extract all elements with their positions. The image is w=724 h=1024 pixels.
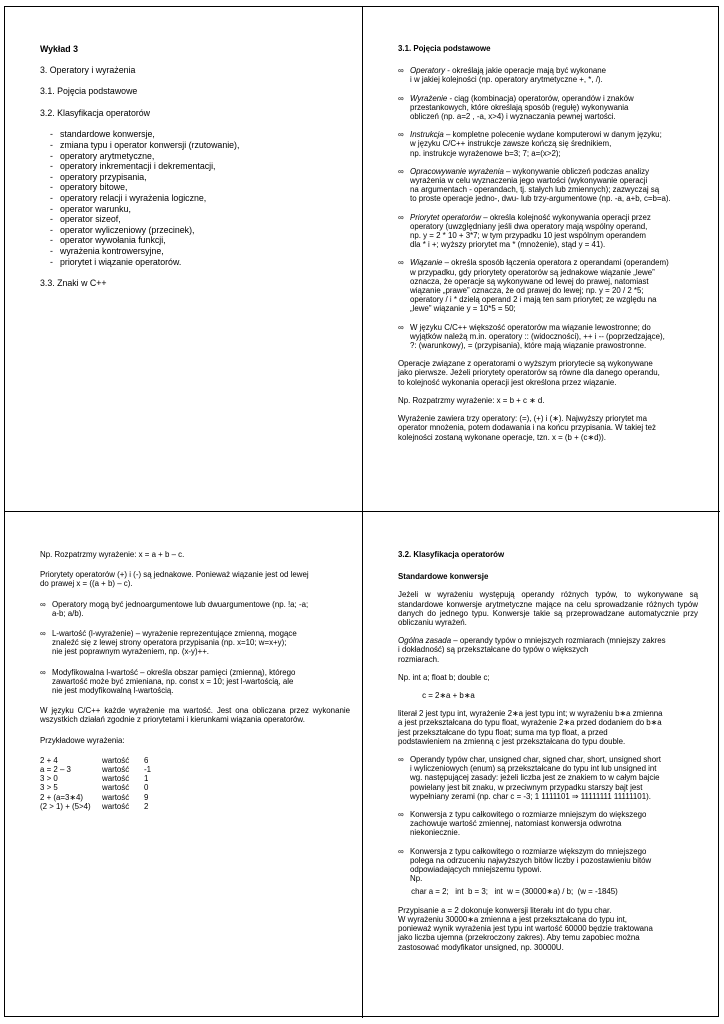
infinity-bullet-icon: ∞	[40, 599, 46, 609]
infinity-bullet-icon: ∞	[398, 258, 404, 268]
section-line: 3.3. Znaki w C++	[40, 278, 107, 289]
list-item: - operatory relacji i wyrażenia logiczne,	[60, 193, 350, 204]
example-row: 2 + (a=3∗4) wartość 9	[40, 792, 149, 802]
example-row: 2 + 4 wartość 6	[40, 755, 149, 765]
bullet-item: ∞ Konwersja z typu całkowitego o rozmiarze mniejszym do większego zachowuje wartość zmiennej, natomiast konwersja odwrotna niekoniecznie.	[398, 810, 647, 838]
list-item: - operator warunku,	[60, 204, 350, 215]
bullet-item: ∞ Operandy typów char, unsigned char, signed char, short, unsigned short i wyliczeniowych (enum) są przekształcane do typu int lub unsigned int wg. następującej zasady: jeżeli liczba jest ze znakiem to w całym bajcie powielany jest bit znaku, w przeciwnym przypadku starszy bajt jest wypełniany zerami (np. char c = -3; 1 1111101 ⇒ 11111111 11111101).	[398, 755, 661, 801]
infinity-bullet-icon: ∞	[40, 667, 46, 677]
bullet-item: ∞ Operatory mogą być jednoargumentowe lub dwuargumentowe (np. !a; -a; a-b; a/b).	[40, 599, 309, 618]
section-line: 3.1. Pojęcia podstawowe	[40, 86, 138, 97]
infinity-bullet-icon: ∞	[398, 755, 404, 765]
paragraph: Operacje związane z operatorami o wyższym priorytecie są wykonywane jako pierwsze. Jeżeli priorytety operatorów są równe dla danego operandu, to kolejność wykonania operacji jest określona przez wiązanie.	[398, 359, 660, 387]
infinity-bullet-icon: ∞	[398, 212, 404, 222]
slide-heading: 3.1. Pojęcia podstawowe	[398, 44, 491, 53]
list-item: - wyrażenia kontrowersyjne,	[60, 246, 350, 257]
bullet-item: ∞ Konwersja z typu całkowitego o rozmiarze większym do mniejszego polega na odrzuceniu najwyższych bitów liczby i pozostawieniu bitów odpowiadających mniejszemu typowi. Np.	[398, 846, 652, 884]
list-item: - priorytet i wiązanie operatorów.	[60, 257, 350, 268]
list-item: - operator sizeof,	[60, 214, 350, 225]
slide-1	[40, 44, 350, 300]
bullet-item: ∞ Operatory - określają jakie operacje mają być wykonane i w jakiej kolejności (np. operatory arytmetyczne +, *, /).	[398, 66, 607, 85]
section-line: 3.2. Klasyfikacja operatorów	[40, 107, 151, 118]
horizontal-divider	[4, 511, 720, 512]
section-line: 3. Operatory i wyrażenia	[40, 64, 136, 75]
list-item: - operatory inkrementacji i dekrementacji,	[60, 161, 350, 172]
infinity-bullet-icon: ∞	[398, 166, 404, 176]
paragraph: Przypisanie a = 2 dokonuje konwersji literału int do typu char. W wyrażeniu 30000∗a zmienna a jest przekształcana do typu int, ponieważ wynik wyrażenia jest typu int wartość 60000 będzie traktowana jako liczba ujemna (przekroczony zakres). Aby temu zapobiec można zastosować modyfikator unsigned, np. 30000U.	[398, 905, 653, 952]
expression-line: c = 2∗a + b∗a	[398, 691, 475, 701]
example-row: a = 2 – 3 wartość -1	[40, 765, 152, 775]
operator-class-list	[40, 129, 350, 267]
example-row: (2 > 1) + (5>4) wartość 2	[40, 801, 149, 811]
bullet-item: ∞ Instrukcja – kompletne polecenie wydane komputerowi w danym języku; w języku C/C++ instrukcje zawsze kończą się średnikiem, np. instrukcje wyrażenowe b=3; 7; a=(x>2);	[398, 130, 662, 158]
list-item: - operatory arytmetyczne,	[60, 151, 350, 162]
declaration-line: Np. int a; float b; double c;	[398, 672, 490, 682]
bullet-item: ∞ Opracowywanie wyrażenia – wykonywanie obliczeń podczas analizy wyrażenia w celu wyznaczenia jego wartości (wykonywanie operacji na argumentach - operandach, tj. stałych lub zmiennych); zazwyczaj są to proste operacje jedno-, dwu- lub trzy-argumentowe (np. -a, a+b, c=b=a).	[398, 166, 671, 204]
paragraph: Np. Rozpatrzmy wyrażenie: x = a + b – c.	[40, 550, 185, 559]
list-item: - zmiana typu i operator konwersji (rzutowanie),	[60, 140, 350, 151]
bullet-item: ∞ W języku C/C++ większość operatorów ma wiązanie lewostronne; do wyjątków należą m.in. operatory :: (widoczności), ++ i -- (poprzedzające), ?: (warunkowy), = (przypisania), które mają wiązanie prawostronne.	[398, 322, 665, 351]
paragraph: Priorytety operatorów (+) i (-) są jednakowe. Ponieważ wiązanie jest od lewej do prawej x = ((a + b) – c).	[40, 570, 309, 589]
bullet-item: ∞ Wyrażenie - ciąg (kombinacja) operatorów, operandów i znaków przestankowych, które określają sposób (regułę) wykonywania obliczeń (np. a=2 , -a, x>4) i wyznaczania pewnej wartości.	[398, 93, 634, 122]
infinity-bullet-icon: ∞	[398, 810, 404, 820]
slide-subheading: Standardowe konwersje	[398, 572, 489, 582]
paragraph: literał 2 jest typu int, wyrażenie 2∗a jest typu int; w wyrażeniu b∗a zmienna a jest przekształcana do typu float, wyrażenie 2∗a przed dodaniem do b∗a jest przekształcane do typu float; suma ma typ float, a przed podstawieniem na zmienną c jest przekształcana do typu double.	[398, 709, 663, 746]
rule-paragraph: Ogólna zasada – operandy typów o mniejszych rozmiarach (mniejszy zakres i dokładność) są przekształcane do typów o większych rozmiarach.	[398, 636, 666, 664]
vertical-divider	[362, 6, 363, 1018]
slide-heading: 3.2. Klasyfikacja operatorów	[398, 550, 505, 559]
paragraph: Jeżeli w wyrażeniu występują operandy różnych typów, to wykonywane są standardowe konwersje arytmetyczne mające na celu sprowadzanie różnych typów danych do jednego typu. Konwersje takie są przeprowadzane automatycznie przy obliczaniu wyrażeń.	[398, 590, 698, 628]
slide-3	[40, 550, 350, 811]
list-item: - operatory przypisania,	[60, 172, 350, 183]
list-item: - operator wywołania funkcji,	[60, 235, 350, 246]
list-item: - operatory bitowe,	[60, 182, 350, 193]
lecture-title: Wykład 3	[40, 44, 78, 54]
infinity-bullet-icon: ∞	[40, 629, 46, 639]
example-row: 3 > 5 wartość 0	[40, 783, 149, 793]
paragraph: W języku C/C++ każde wyrażenie ma wartość. Jest ona obliczana przez wykonanie wszystkich działań zgodnie z priorytetami i kierunkami wiązania operatorów.	[40, 706, 350, 725]
slide-4	[398, 550, 698, 961]
infinity-bullet-icon: ∞	[398, 66, 404, 76]
example-row: 3 > 0 wartość 1	[40, 774, 149, 784]
bullet-item: ∞ Modyfikowalna l-wartość – określa obszar pamięci (zmienną), którego zawartość może być zmieniana, np. const x = 10; jest l-wartością, ale nie jest modyfikowalną l-wartością.	[40, 667, 296, 696]
infinity-bullet-icon: ∞	[398, 322, 404, 332]
code-line: char a = 2; int b = 3; int w = (30000∗a) / b; (w = -1845)	[398, 887, 618, 897]
bullet-item: ∞ L-wartość (l-wyrażenie) – wyrażenie reprezentujące zmienną, mogące znaleźć się z lewej strony operatora przypisania (np. x=10; w=x+y); nie jest poprawnym wyrażeniem, np. (x-y)++.	[40, 629, 297, 657]
examples-table	[40, 756, 350, 811]
list-item: - standardowe konwersje,	[60, 129, 350, 140]
paragraph: Np. Rozpatrzmy wyrażenie: x = b + c ∗ d.	[398, 395, 545, 405]
examples-title: Przykładowe wyrażenia:	[40, 735, 125, 745]
list-item: - operator wyliczeniowy (przecinek),	[60, 225, 350, 236]
infinity-bullet-icon: ∞	[398, 130, 404, 140]
paragraph: Wyrażenie zawiera trzy operatory: (=), (+) i (∗). Najwyższy priorytet ma operator mnożenia, potem dodawania i na końcu przypisania. W takiej też kolejności zostaną wykonane operacje, tzn. x = (b + (c∗d)).	[398, 414, 656, 442]
slide-2	[398, 44, 698, 451]
infinity-bullet-icon: ∞	[398, 846, 404, 856]
bullet-item: ∞ Priorytet operatorów – określa kolejność wykonywania operacji przez operatory (uwzględniany jeśli dwa operatory mają wspólny operand, np. y = 2 * 10 + 3*7; w tym przypadku 10 jest wspólnym operandem dla * i +; wyższy priorytet ma * (mnożenie), stąd y = 41).	[398, 212, 651, 250]
infinity-bullet-icon: ∞	[398, 93, 404, 103]
bullet-item: ∞ Wiązanie – określa sposób łączenia operatora z operandami (operandem) w przypadku, gdy priorytety operatorów są jednakowe wiązanie „lewe” oznacza, że operacje są wykonywane od lewej do prawej, natomiast wiązanie „prawe” oznacza, że od prawej do lewej; np. y = 20 / 2 *5; operatory / i * dzielą operand 2 i mają ten sam priorytet; ze względu na „lewe” wiązanie y = 10*5 = 50;	[398, 258, 669, 314]
